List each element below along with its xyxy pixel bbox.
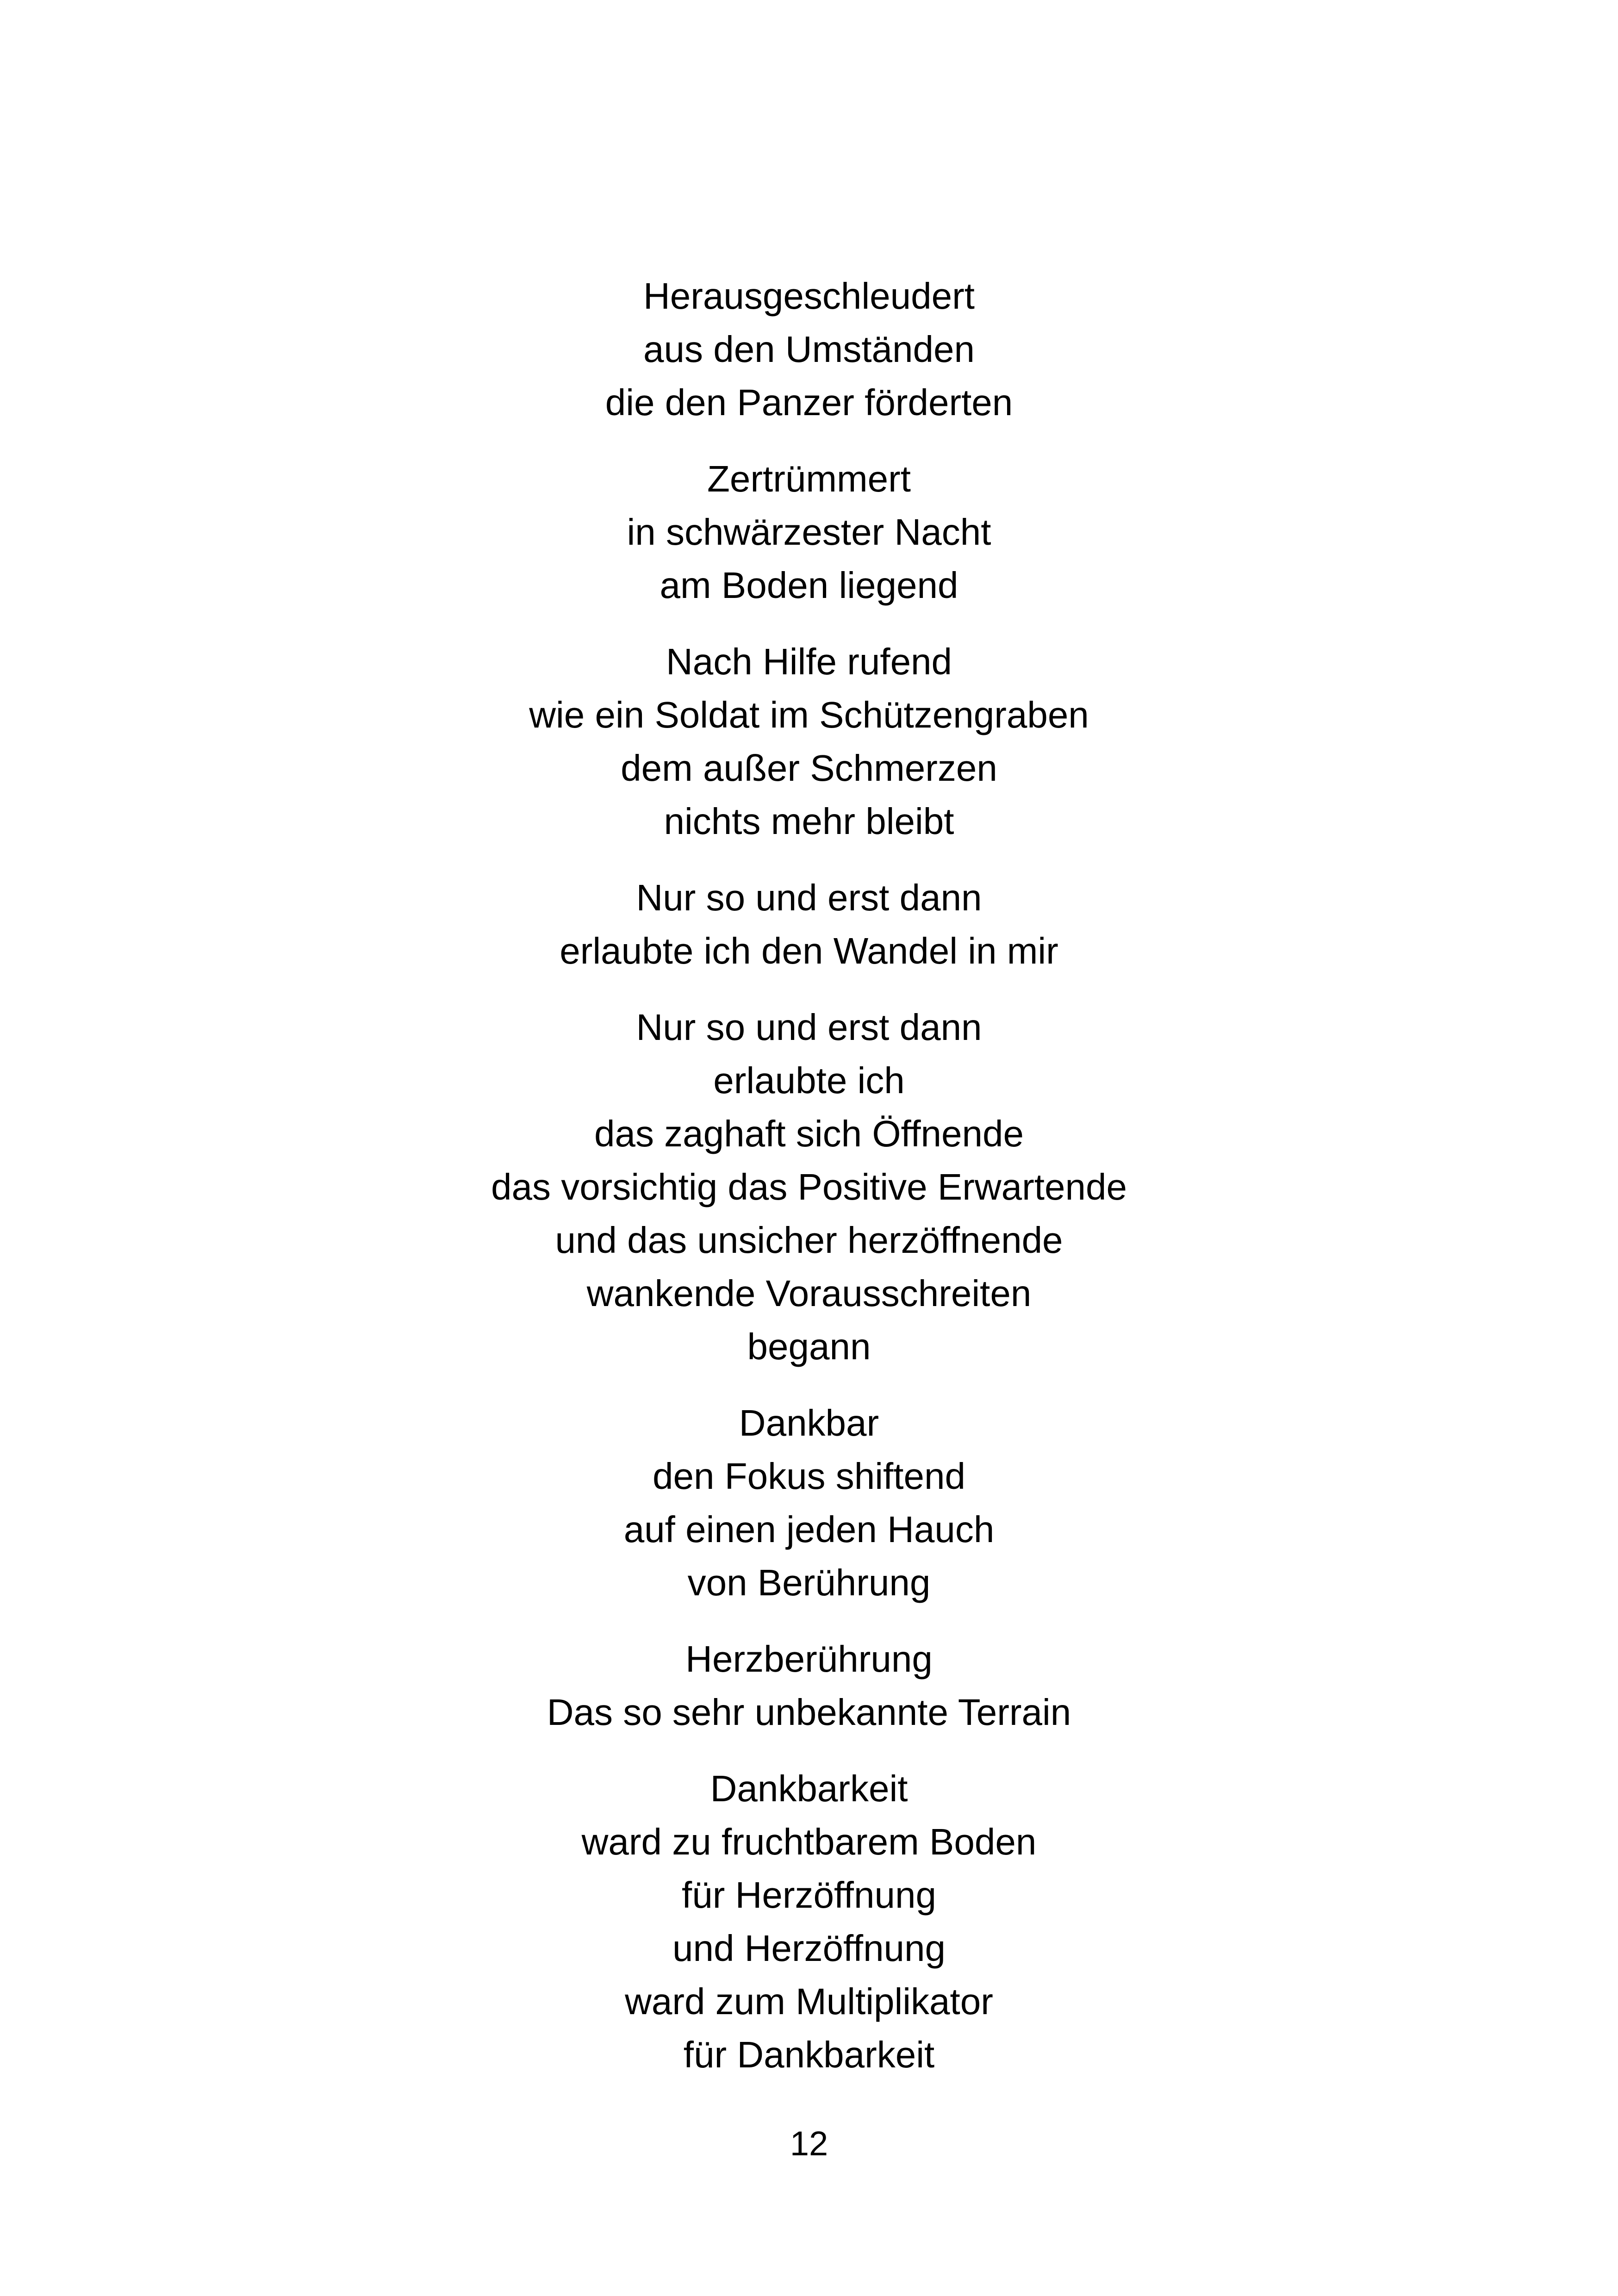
poem-line: erlaubte ich bbox=[713, 1060, 905, 1101]
poem-line: nichts mehr bleibt bbox=[664, 801, 954, 842]
poem-line: ward zum Multiplikator bbox=[625, 1981, 993, 2022]
poem-line: Herausgeschleudert bbox=[643, 275, 975, 317]
poem-line: Nur so und erst dann bbox=[636, 1007, 982, 1048]
poem-line: Nach Hilfe rufend bbox=[666, 641, 952, 682]
poem-line: wie ein Soldat im Schützengraben bbox=[529, 694, 1089, 735]
stanza-7 bbox=[0, 1632, 1618, 1739]
poem-line: dem außer Schmerzen bbox=[621, 747, 997, 789]
poem-line: Das so sehr unbekannte Terrain bbox=[547, 1692, 1071, 1733]
poem-line: Dankbarkeit bbox=[710, 1768, 908, 1809]
poem-line: ward zu fruchtbarem Boden bbox=[581, 1821, 1037, 1862]
stanza-1 bbox=[0, 269, 1618, 429]
stanza-5 bbox=[0, 1001, 1618, 1373]
poem-line: aus den Umständen bbox=[643, 329, 975, 370]
poem-line: auf einen jeden Hauch bbox=[623, 1509, 995, 1550]
poem-line: begann bbox=[747, 1326, 871, 1367]
poem-line: Dankbar bbox=[739, 1402, 879, 1444]
stanza-8 bbox=[0, 1762, 1618, 2081]
poem-body bbox=[0, 269, 1618, 2104]
poem-line: und das unsicher herzöffnende bbox=[555, 1220, 1063, 1261]
poem-line: das zaghaft sich Öffnende bbox=[594, 1113, 1024, 1154]
poem-line: in schwärzester Nacht bbox=[627, 511, 991, 553]
poem-line: die den Panzer förderten bbox=[605, 382, 1013, 423]
poem-line: wankende Vorausschreiten bbox=[586, 1273, 1032, 1314]
poem-line: von Berührung bbox=[687, 1562, 931, 1603]
poem-line: Herzberührung bbox=[685, 1638, 933, 1680]
poem-line: den Fokus shiftend bbox=[653, 1456, 965, 1497]
poem-line: und Herzöffnung bbox=[672, 1928, 946, 1969]
poem-line: Nur so und erst dann bbox=[636, 877, 982, 918]
poem-line: am Boden liegend bbox=[660, 565, 958, 606]
stanza-6 bbox=[0, 1396, 1618, 1609]
page-number: 12 bbox=[790, 2124, 828, 2163]
poem-line: das vorsichtig das Positive Erwartende bbox=[491, 1166, 1127, 1207]
poem-line: für Herzöffnung bbox=[682, 1874, 936, 1916]
stanza-4 bbox=[0, 871, 1618, 977]
poem-line: für Dankbarkeit bbox=[683, 2034, 935, 2075]
poem-line: erlaubte ich den Wandel in mir bbox=[560, 930, 1058, 971]
stanza-2 bbox=[0, 452, 1618, 612]
stanza-3 bbox=[0, 635, 1618, 848]
poem-line: Zertrümmert bbox=[707, 458, 911, 499]
